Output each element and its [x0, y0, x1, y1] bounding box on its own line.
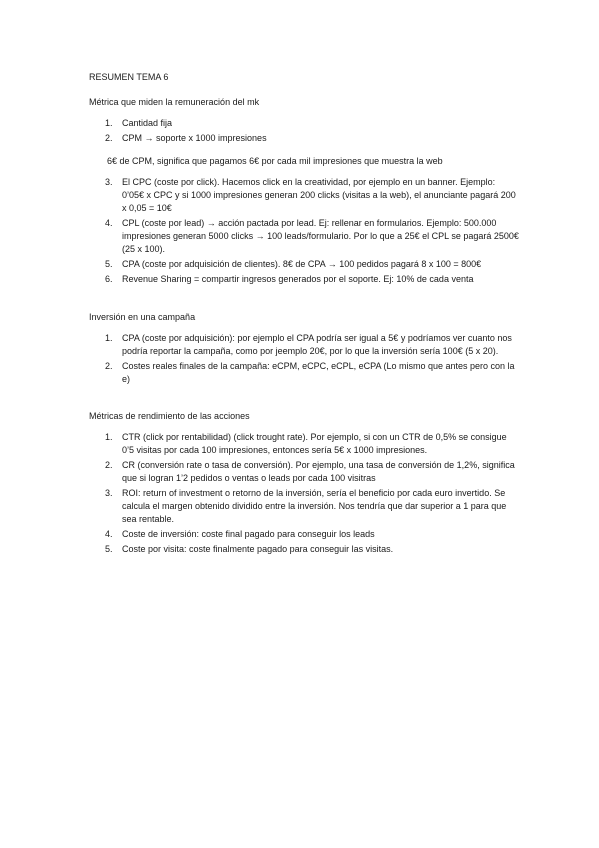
list-item-number: 5.: [105, 544, 113, 554]
list-item-text: Cantidad fija: [122, 118, 173, 128]
list-item: [89, 528, 519, 541]
section-heading-remuneracion: Métrica que miden la remuneración del mk: [89, 97, 260, 107]
list-item-text: Revenue Sharing = compartir ingresos generados por el soporte. Ej: 10% de cada venta: [122, 274, 474, 284]
list-item: [89, 117, 519, 130]
list-item-number: 1.: [105, 118, 113, 128]
list-item: [89, 217, 519, 256]
list-item: [89, 431, 519, 457]
section-heading-inversion: Inversión en una campaña: [89, 312, 196, 322]
list-item-text: ROI: return of investment o retorno de la inversión, sería el beneficio por cada euro invertido. Se calcula el margen obtenido dividido entre la inversión. Nos tendría que dar superior a 1 para que sea rentable.: [122, 488, 507, 524]
list-item-text: Costes reales finales de la campaña: eCPM, eCPC, eCPL, eCPA (Lo mismo que antes pero con la e): [122, 361, 515, 384]
list-item: [89, 176, 519, 215]
list-item: [89, 459, 519, 485]
list-item-number: 4.: [105, 529, 113, 539]
list-item-number: 6.: [105, 274, 113, 284]
list-item-number: 1.: [105, 432, 113, 442]
cpm-note: 6€ de CPM, significa que pagamos 6€ por cada mil impresiones que muestra la web: [107, 156, 443, 166]
list-item-number: 2.: [105, 361, 113, 371]
list-item-text: El CPC (coste por click). Hacemos click en la creatividad, por ejemplo en un banner. Ejemplo: 0’05€ x CPC y si 1000 impresiones generan 200 clicks (visitas a la web), el anunciante pagará 200 x 0,05 = 10€: [122, 177, 516, 213]
list-item-number: 2.: [105, 133, 113, 143]
list-remuneracion-b: [89, 176, 519, 288]
list-item: [89, 487, 519, 526]
list-item-text: Coste de inversión: coste final pagado para conseguir los leads: [122, 529, 375, 539]
list-item-number: 1.: [105, 333, 113, 343]
list-item-number: 4.: [105, 218, 113, 228]
list-item: [89, 273, 519, 286]
list-item: [89, 132, 519, 145]
list-item-number: 2.: [105, 460, 113, 470]
list-item-number: 5.: [105, 259, 113, 269]
list-item: [89, 258, 519, 271]
list-rendimiento: [89, 431, 519, 558]
list-item-text: CTR (click por rentabilidad) (click trought rate). Por ejemplo, si con un CTR de 0,5% se consigue 0’5 visitas por cada 100 impresiones, entonces sería 5€ x 1000 impresiones.: [122, 432, 507, 455]
list-item-text: CPM → soporte x 1000 impresiones: [122, 133, 267, 143]
list-item: [89, 360, 519, 386]
list-remuneracion-a: [89, 117, 519, 147]
list-item-text: CPA (coste por adquisición): por ejemplo el CPA podría ser igual a 5€ y podríamos ver cuanto nos podría reportar la campaña, como por jeemplo 20€, por lo que la inversión sería 100€ (5 x 20).: [122, 333, 512, 356]
list-inversion: [89, 332, 519, 388]
section-heading-rendimiento: Métricas de rendimiento de las acciones: [89, 411, 250, 421]
list-item-number: 3.: [105, 177, 113, 187]
list-item-text: CR (conversión rate o tasa de conversión). Por ejemplo, una tasa de conversión de 1,2%, significa que si logran 1’2 pedidos o ventas o leads por cada 100 visitras: [122, 460, 515, 483]
list-item: [89, 332, 519, 358]
list-item-text: CPA (coste por adquisición de clientes). 8€ de CPA → 100 pedidos pagará 8 x 100 = 800€: [122, 259, 482, 269]
list-item-text: CPL (coste por lead) → acción pactada por lead. Ej: rellenar en formularios. Ejemplo: 500.000 impresiones generan 5000 clicks → 100 leads/formulario. Por lo que a 25€ el CPL se pagará 2500€ (25 x 100).: [122, 218, 519, 254]
list-item: [89, 543, 519, 556]
list-item-number: 3.: [105, 488, 113, 498]
list-item-text: Coste por visita: coste finalmente pagado para conseguir las visitas.: [122, 544, 394, 554]
document-title: RESUMEN TEMA 6: [89, 72, 169, 82]
